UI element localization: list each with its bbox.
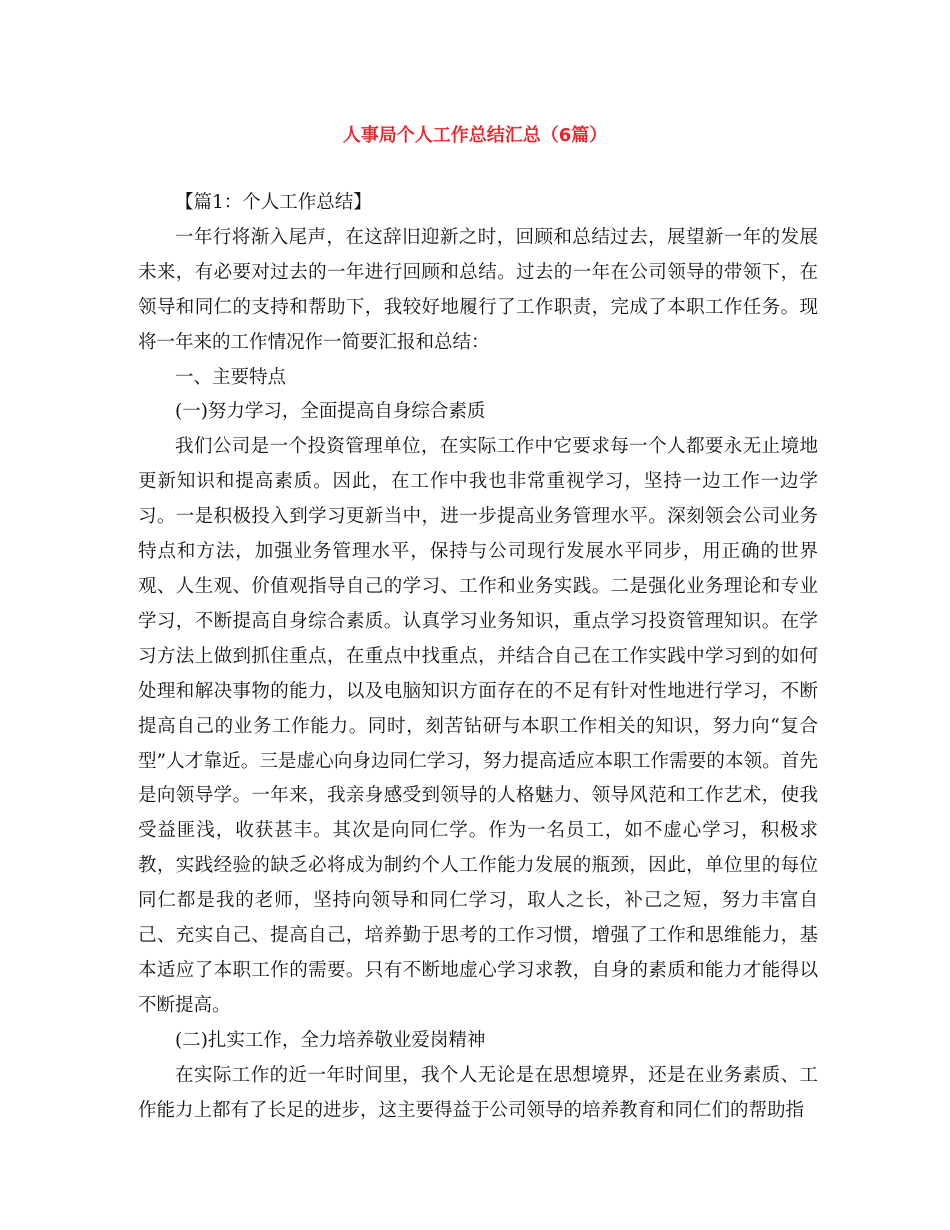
subsection-heading: 一、主要特点 — [175, 366, 287, 388]
paragraph: 在实际工作的近一年时间里，我个人无论是在思想境界，还是在业务素质、工作能力上都有了长足的进步，这主要得益于公司领导的培养教育和同仁们的帮助指 — [138, 1064, 818, 1121]
subsection-heading: (一)努力学习，全面提高自身综合素质 — [175, 401, 486, 423]
paragraph: 我们公司是一个投资管理单位，在实际工作中它要求每一个人都要永无止境地更新知识和提高素质。因此，在工作中我也非常重视学习，坚持一边工作一边学习。一是积极投入到学习更新当中，进一步提高业务管理水平。深刻领会公司业务特点和方法，加强业务管理水平，保持与公司现行发展水平同步，用正确的世界观、人生观、价值观指导自己的学习、工作和业务实践。二是强化业务理论和专业学习，不断提高自身综合素质。认真学习业务知识，重点学习投资管理知识。在学习方法上做到抓住重点，在重点中找重点，并结合自己在工作实践中学习到的如何处理和解决事物的能力，以及电脑知识方面存在的不足有针对性地进行学习，不断提高自己的业务工作能力。同时，刻苦钻研与本职工作相关的知识，努力向“复合型”人才靠近。三是虚心向身边同仁学习，努力提高适应本职工作需要的本领。首先是向领导学。一年来，我亲身感受到领导的人格魅力、领导风范和工作艺术，使我受益匪浅，收获甚丰。其次是向同仁学。作为一名员工，如不虚心学习，积极求教，实践经验的缺乏必将成为制约个人工作能力发展的瓶颈，因此，单位里的每位同仁都是我的老师，坚持向领导和同仁学习，取人之长，补己之短，努力丰富自己、充实自己、提高自己，培养勤于思考的工作习惯，增强了工作和思维能力，基本适应了本职工作的需要。只有不断地虚心学习求教，自身的素质和能力才能得以不断提高。 — [138, 436, 818, 1016]
document-body — [138, 186, 818, 1128]
paragraph: 一年行将渐入尾声，在这辞旧迎新之时，回顾和总结过去，展望新一年的发展未来，有必要对过去的一年进行回顾和总结。过去的一年在公司领导的带领下，在领导和同仁的支持和帮助下，我较好地履行了工作职责，完成了本职工作任务。现将一年来的工作情况作一简要汇报和总结： — [138, 226, 818, 353]
section-heading: 【篇1：个人工作总结】 — [175, 192, 372, 213]
subsection-heading: (二)扎实工作，全力培养敬业爱岗精神 — [175, 1029, 486, 1051]
document-title: 人事局个人工作总结汇总（6篇） — [342, 125, 608, 146]
